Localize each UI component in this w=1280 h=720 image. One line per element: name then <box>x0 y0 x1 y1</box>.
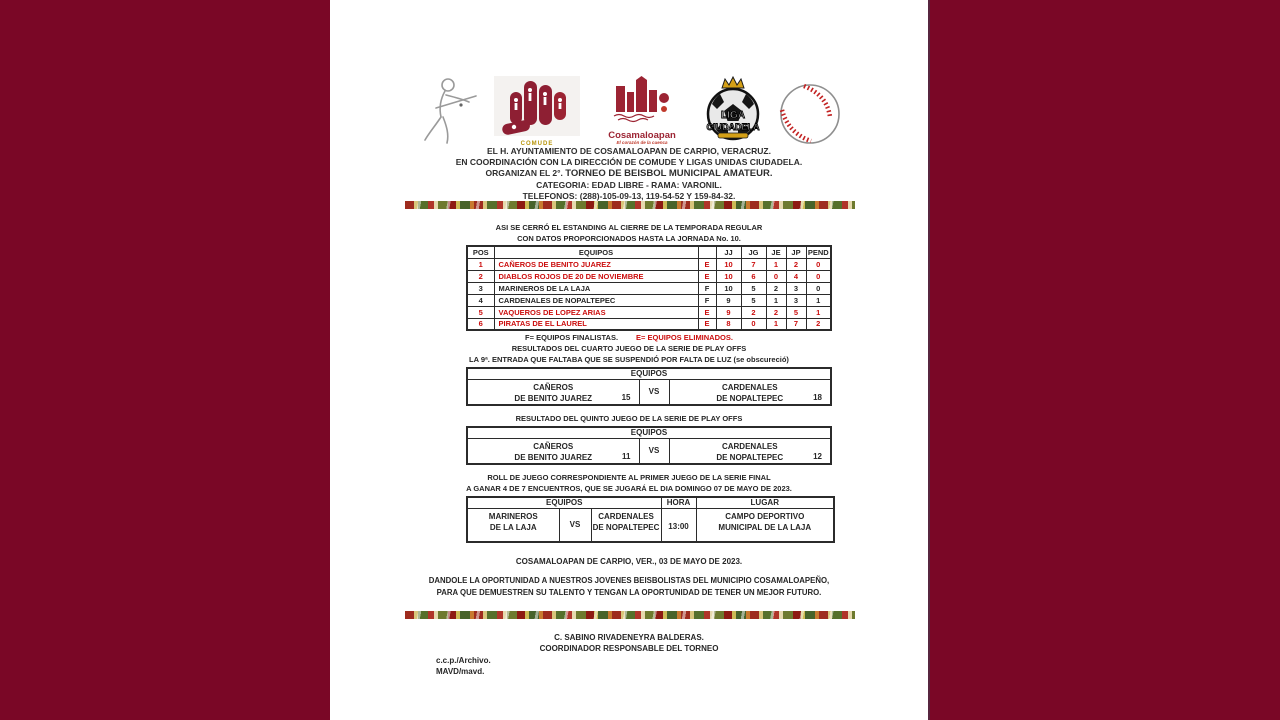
game5-vs: VS <box>639 438 669 464</box>
final-team2-cell: CARDENALES DE NOPALTEPEC <box>591 508 661 542</box>
col-jj: JJ <box>716 246 741 258</box>
closing-message-line-2: PARA QUE DEMUESTREN SU TALENTO Y TENGAN LA OPORTUNIDAD DE TENER UN MEJOR FUTURO. <box>436 587 822 597</box>
liga-ciudadela-logo <box>702 74 764 150</box>
standings-table <box>466 245 832 331</box>
game5-score2: 12 <box>813 451 823 461</box>
dateline: COSAMALOAPAN DE CARPIO, VER., 03 DE MAYO DE 2023. <box>515 557 743 566</box>
table-row <box>467 438 831 464</box>
tournament-title: TORNEO DE BEISBOL MUNICIPAL AMATEUR. <box>565 168 773 179</box>
ciudadela-line1: LIGA <box>721 110 745 121</box>
baseball-batter-icon <box>412 72 482 150</box>
table-row: 2 DIABLOS ROJOS DE 20 DE NOVIEMBRE E 10 6 0 4 0 <box>467 270 831 282</box>
game4-score2: 18 <box>813 392 823 402</box>
final-title-line-1: ROLL DE JUEGO CORRESPONDIENTE AL PRIMER JUEGO DE LA SERIE FINAL <box>487 473 771 482</box>
game5-team1-cell: CAÑEROS DE BENITO JUAREZ 11 <box>467 438 639 464</box>
final-lugar-cell: CAMPO DEPORTIVO MUNICIPAL DE LA LAJA <box>696 508 834 542</box>
col-equipos: EQUIPOS <box>494 246 698 258</box>
header-line-3 <box>330 167 928 180</box>
game4-result-table <box>466 367 832 406</box>
table-row <box>467 508 834 542</box>
col-pend: PEND <box>806 246 831 258</box>
game4-equipos-header: EQUIPOS <box>467 368 831 379</box>
standings-title-line-2: CON DATOS PROPORCIONADOS HASTA LA JORNADA No. 10. <box>517 234 741 243</box>
col-je: JE <box>766 246 786 258</box>
col-jp: JP <box>786 246 806 258</box>
game5-title <box>330 413 928 424</box>
final-vs: VS <box>559 508 591 542</box>
game5-team2-cell: CARDENALES DE NOPALTEPEC 12 <box>669 438 831 464</box>
standings-title-line-1: ASI SE CERRÓ EL ESTANDING AL CIERRE DE LA TEMPORADA REGULAR <box>495 223 763 232</box>
game4-score1: 15 <box>621 392 631 402</box>
table-row: 4 CARDENALES DE NOPALTEPEC F 9 5 1 3 1 <box>467 294 831 306</box>
final-col-lugar: LUGAR <box>696 497 834 508</box>
cosamaloapan-caption: Cosamaloapan <box>608 130 676 141</box>
header-line-2: EN COORDINACIÓN CON LA DIRECCIÓN DE COMUDE Y LIGAS UNIDAS CIUDADELA. <box>455 156 803 167</box>
game4-team1-cell: CAÑEROS DE BENITO JUAREZ 15 <box>467 379 639 405</box>
final-col-equipos: EQUIPOS <box>467 497 661 508</box>
header-line-5: TELEFONOS: (288)-105-09-13, 119-54-52 Y 159-84-32. <box>522 190 736 201</box>
decorative-strip-bottom <box>405 611 855 619</box>
col-jg: JG <box>741 246 766 258</box>
final-team1-cell: MARINEROS DE LA LAJA <box>467 508 559 542</box>
table-row: 6 PIRATAS DE EL LAUREL E 8 0 1 7 2 <box>467 318 831 330</box>
final-header-row <box>467 497 834 508</box>
signer-title: COORDINADOR RESPONSABLE DEL TORNEO <box>539 644 719 653</box>
col-flag <box>698 246 716 258</box>
game5-title-line-1: RESULTADO DEL QUINTO JUEGO DE LA SERIE DE PLAY OFFS <box>515 414 743 423</box>
game4-title-line-2: LA 9ª. ENTRADA QUE FALTABA QUE SE SUSPENDIÓ POR FALTA DE LUZ (se obscureció) <box>469 355 789 364</box>
table-row: 3 MARINEROS DE LA LAJA F 10 5 2 3 0 <box>467 282 831 294</box>
initials-line: MAVD/mavd. <box>436 667 485 676</box>
final-col-hora: HORA <box>661 497 696 508</box>
closing-message <box>330 575 928 598</box>
comude-hand-logo <box>492 76 582 150</box>
decorative-strip-top <box>405 201 855 209</box>
standings-title <box>330 222 928 244</box>
baseball-icon <box>774 80 846 150</box>
standings-legend <box>330 333 928 342</box>
game4-title-line-1: RESULTADOS DEL CUARTO JUEGO DE LA SERIE DE PLAY OFFS <box>511 344 747 353</box>
cosamaloapan-logo <box>592 76 692 150</box>
standings-header-row <box>467 246 831 258</box>
final-schedule-table <box>466 496 835 543</box>
game5-equipos-header: EQUIPOS <box>467 427 831 438</box>
table-row <box>467 379 831 405</box>
comude-caption: COMUDE <box>520 141 554 147</box>
document-header <box>330 146 928 201</box>
legend-finalists: F= EQUIPOS FINALISTAS. <box>525 333 619 342</box>
header-line-4: CATEGORIA: EDAD LIBRE - RAMA: VARONIL. <box>536 180 722 190</box>
game5-score1: 11 <box>622 451 631 461</box>
final-title-line-2: A GANAR 4 DE 7 ENCUENTROS, QUE SE JUGARÁ EL DIA DOMINGO 07 DE MAYO DE 2023. <box>466 484 792 493</box>
header-line-3-prefix: ORGANIZAN EL 2°. <box>485 168 566 178</box>
game4-title <box>330 343 928 365</box>
final-hora-value: 13:00 <box>661 508 696 542</box>
closing-message-line-1: DANDOLE LA OPORTUNIDAD A NUESTROS JOVENES BEISBOLISTAS DEL MUNICIPIO COSAMALOAPEÑO, <box>428 576 830 585</box>
archive-note <box>436 655 491 677</box>
legend-eliminated: E= EQUIPOS ELIMINADOS. <box>636 333 733 342</box>
table-row: 5 VAQUEROS DE LOPEZ ARIAS E 9 2 2 5 1 <box>467 306 831 318</box>
document-page <box>330 0 930 720</box>
col-pos: POS <box>467 246 494 258</box>
logo-row <box>330 70 928 150</box>
table-row: 1 CAÑEROS DE BENITO JUAREZ E 10 7 1 2 0 <box>467 258 831 270</box>
header-line-1: EL H. AYUNTAMIENTO DE COSAMALOAPAN DE CARPIO, VERACRUZ. <box>487 146 771 156</box>
final-title <box>330 472 928 494</box>
signature-block <box>330 632 928 654</box>
ccp-line: c.c.p./Archivo. <box>436 656 491 665</box>
cosamaloapan-tagline: El corazón de la cuenca <box>616 140 668 145</box>
ciudadela-line2: CIUDADELA <box>706 122 760 132</box>
game4-team2-cell: CARDENALES DE NOPALTEPEC 18 <box>669 379 831 405</box>
game5-result-table <box>466 426 832 465</box>
game4-vs: VS <box>639 379 669 405</box>
signer-name: C. SABINO RIVADENEYRA BALDERAS. <box>554 633 704 642</box>
